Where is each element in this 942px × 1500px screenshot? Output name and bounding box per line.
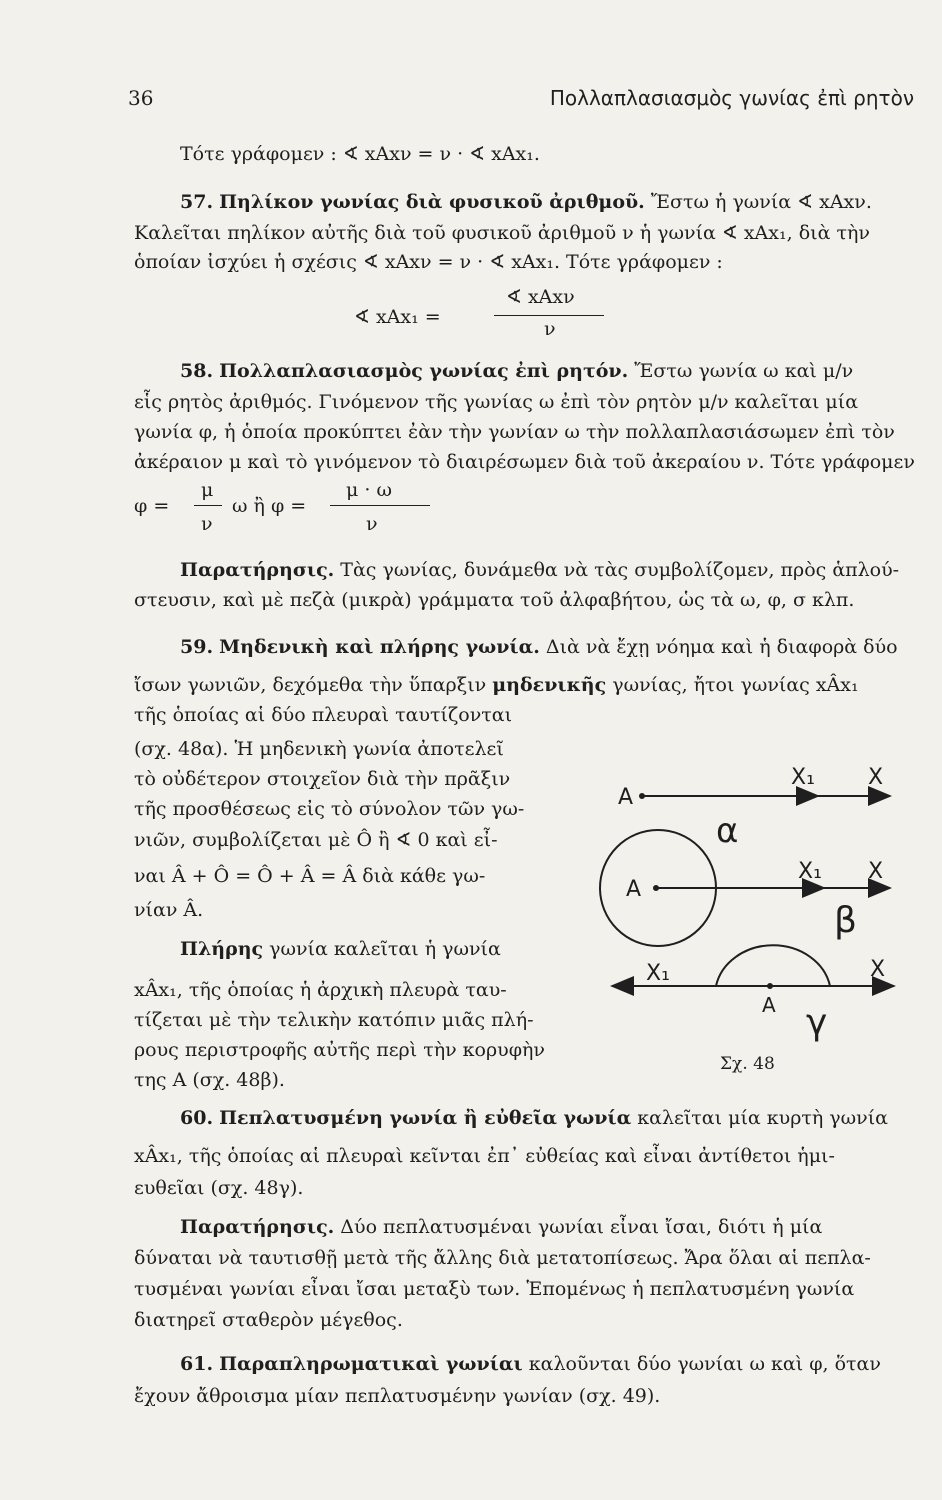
sec57-title: Πηλίκον γωνίας διὰ φυσικοῦ ἀριθμοῦ. xyxy=(219,191,645,213)
sec57-line1-rest: Ἔστω ἡ γωνία ∢ xAxν. xyxy=(644,191,872,213)
remark2-line1-rest: Δύο πεπλατυσμέναι γωνίαι εἶναι ἴσαι, διότι ἡ μία xyxy=(334,1216,823,1238)
fig-b-x-label: X xyxy=(868,859,884,884)
running-title: Πολλαπλασιασμὸς γωνίας ἐπὶ ρητὸν xyxy=(549,86,914,110)
sec58-denominator-2: ν xyxy=(366,513,378,535)
sec57-formula-numerator: ∢ xAxν xyxy=(506,286,575,308)
remark1-title: Παρατήρησις. xyxy=(180,559,335,581)
sec58-title: Πολλαπλασιασμὸς γωνίας ἐπὶ ρητόν. xyxy=(219,360,629,382)
sec59-line8: ναι Â + Ô = Ô + Â = Â διὰ κάθε γω- xyxy=(134,865,486,887)
sec60-title: Πεπλατυσμένη γωνία ἢ εὐθεῖα γωνία xyxy=(219,1107,632,1129)
fig-label-beta: β xyxy=(834,900,857,941)
fig-g-vertex-label: A xyxy=(762,993,776,1017)
sec58-line3: γωνία φ, ἡ ὁποία προκύπτει ἐὰν τὴν γωνίαν ω τὴν πολλαπλασιάσωμεν ἐπὶ τὸν xyxy=(134,421,895,443)
sec57-line3: ὁποίαν ἰσχύει ἡ σχέσις ∢ xAxν = ν · ∢ xAx₁. Τότε γράφομεν : xyxy=(134,251,723,273)
sec59-line10-rest: γωνία καλεῖται ἡ γωνία xyxy=(263,938,501,960)
sec59-line1-rest: Διὰ νὰ ἔχῃ νόημα καὶ ἡ διαφορὰ δύο xyxy=(539,636,898,658)
sec58-phi: φ = xyxy=(134,495,170,517)
sec59-line12: τίζεται μὲ τὴν τελικὴν κατόπιν μιᾶς πλή- xyxy=(134,1009,534,1031)
remark2-line1 xyxy=(180,1213,822,1241)
fig-g-x1-label: X₁ xyxy=(646,961,670,986)
figure-48 xyxy=(598,754,910,1084)
remark2-title: Παρατήρησις. xyxy=(180,1216,335,1238)
sec57-formula-denominator: ν xyxy=(544,318,556,340)
fig-g-x-label: X xyxy=(870,957,886,982)
sec61-line1 xyxy=(180,1350,881,1378)
sec59-line1 xyxy=(180,633,898,661)
sec58-number: 58. xyxy=(180,360,214,382)
fig-g-arc xyxy=(716,945,830,986)
fig-a-vertex-label: A xyxy=(618,785,634,810)
sec58-mu: μ xyxy=(201,479,214,501)
intro-line: Τότε γράφομεν : ∢ xAxν = ν · ∢ xAx₁. xyxy=(180,143,540,165)
sec59-line14: της Α (σχ. 48β). xyxy=(134,1069,285,1091)
sec58-line2: εἷς ρητὸς ἀριθμός. Γινόμενον τῆς γωνίας ω ἐπὶ τὸν ρητὸν μ/ν καλεῖται μία xyxy=(134,391,859,413)
sec58-line4: ἀκέραιον μ καὶ τὸ γινόμενον τὸ διαιρέσωμεν διὰ τοῦ ἀκεραίου ν. Τότε γράφομεν xyxy=(134,451,915,473)
page-header xyxy=(128,86,914,116)
fig-label-alpha: α xyxy=(716,811,739,851)
remark2-line2: δύναται νὰ ταυτισθῇ μετὰ τῆς ἄλλης διὰ μετατοπίσεως. Ἄρα ὅλαι αἱ πεπλα- xyxy=(134,1247,871,1269)
sec61-number: 61. xyxy=(180,1353,214,1375)
sec60-line1 xyxy=(180,1104,888,1132)
sec59-line3: τῆς ὁποίας αἱ δύο πλευραὶ ταυτίζονται xyxy=(134,704,513,726)
sec59-line11: xÂx₁, τῆς ὁποίας ἡ ἀρχικὴ πλευρὰ ταυ- xyxy=(134,979,507,1001)
fig-b-x1-label: X₁ xyxy=(798,859,822,884)
remark1-line2: στευσιν, καὶ μὲ πεζὰ (μικρὰ) γράμματα τοῦ ἀλφαβήτου, ὡς τὰ ω, φ, σ κλπ. xyxy=(134,589,855,611)
sec59-line6: τῆς προσθέσεως εἰς τὸ σύνολον τῶν γω- xyxy=(134,798,525,820)
sec59-line9: νίαν Â. xyxy=(134,899,204,921)
fig-b-vertex-label: A xyxy=(626,877,642,902)
sec59-line13: ρους περιστροφῆς αὐτῆς περὶ τὴν κορυφὴν xyxy=(134,1039,545,1061)
sec59-zero-term: μηδενικῆς xyxy=(492,674,607,696)
sec60-line3: ευθεῖαι (σχ. 48γ). xyxy=(134,1177,304,1199)
sec59-line2 xyxy=(134,671,859,699)
sec61-title: Παραπληρωματικαὶ γωνίαι xyxy=(219,1353,523,1375)
figure-48-caption: Σχ. 48 xyxy=(720,1054,775,1074)
fig-a-x-label: X xyxy=(868,765,884,790)
sec58-fraction-bar-1 xyxy=(194,505,222,506)
remark2-line3: τυσμέναι γωνίαι εἶναι ἴσαι μεταξὺ των. Ἑπομένως ἡ πεπλατυσμένη γωνία xyxy=(134,1278,855,1300)
sec59-line5: τὸ οὐδέτερον στοιχεῖον διὰ τὴν πρᾶξιν xyxy=(134,768,511,790)
sec59-line4: (σχ. 48α). Ἡ μηδενικὴ γωνία ἀποτελεῖ xyxy=(134,738,504,760)
sec58-line1-rest: Ἔστω γωνία ω καὶ μ/ν xyxy=(628,360,854,382)
remark2-line4: διατηρεῖ σταθερὸν μέγεθος. xyxy=(134,1309,403,1331)
fig-a-x1-label: X₁ xyxy=(791,765,815,790)
sec57-line2: Καλεῖται πηλίκον αὐτῆς διὰ τοῦ φυσικοῦ ἀριθμοῦ ν ἡ γωνία ∢ xAx₁, διὰ τὴν xyxy=(134,222,870,244)
sec59-number: 59. xyxy=(180,636,214,658)
sec61-line1-rest: καλοῦνται δύο γωνίαι ω καὶ φ, ὅταν xyxy=(522,1353,881,1375)
full-angle-term: Πλήρης xyxy=(180,938,264,960)
sec57-line1 xyxy=(180,188,872,216)
sec57-number: 57. xyxy=(180,191,214,213)
sec57-fraction-bar xyxy=(494,315,604,316)
sec58-numerator-2: μ · ω xyxy=(346,479,392,501)
sec57-formula-left: ∢ xAx₁ = xyxy=(354,306,441,328)
sec60-number: 60. xyxy=(180,1107,214,1129)
fig-g-vertex-point xyxy=(767,983,773,989)
sec59-title: Μηδενικὴ καὶ πλήρης γωνία. xyxy=(219,636,540,658)
sec59-line10 xyxy=(180,935,501,963)
figure-48-drawing xyxy=(598,754,910,1084)
sec58-fraction-bar-2 xyxy=(330,505,430,506)
sec59-line2-a: ἴσων γωνιῶν, δεχόμεθα τὴν ὕπαρξιν xyxy=(134,674,493,696)
sec58-formula xyxy=(134,479,454,543)
sec59-line7: νιῶν, συμβολίζεται μὲ Ô ἢ ∢ 0 καὶ εἶ- xyxy=(134,829,498,851)
sec58-line1 xyxy=(180,357,853,385)
remark1-line1 xyxy=(180,556,899,584)
sec58-nu: ν xyxy=(201,513,213,535)
sec58-omega-or: ω ἢ φ = xyxy=(232,495,307,517)
remark1-line1-rest: Τὰς γωνίας, δυνάμεθα νὰ τὰς συμβολίζομεν, πρὸς ἁπλού- xyxy=(334,559,900,581)
fig-label-gamma: γ xyxy=(806,1002,828,1043)
sec59-line2-b: γωνίας, ἤτοι γωνίας xÂx₁ xyxy=(606,674,859,696)
sec60-line1-rest: καλεῖται μία κυρτὴ γωνία xyxy=(631,1107,888,1129)
sec61-line2: ἔχουν ἄθροισμα μίαν πεπλατυσμένην γωνίαν (σχ. 49). xyxy=(134,1385,661,1407)
sec60-line2: xÂx₁, τῆς ὁποίας αἱ πλευραὶ κεῖνται ἐπ᾽ εὐθείας καὶ εἶναι ἀντίθετοι ἡμι- xyxy=(134,1145,835,1167)
page-number: 36 xyxy=(128,86,154,110)
